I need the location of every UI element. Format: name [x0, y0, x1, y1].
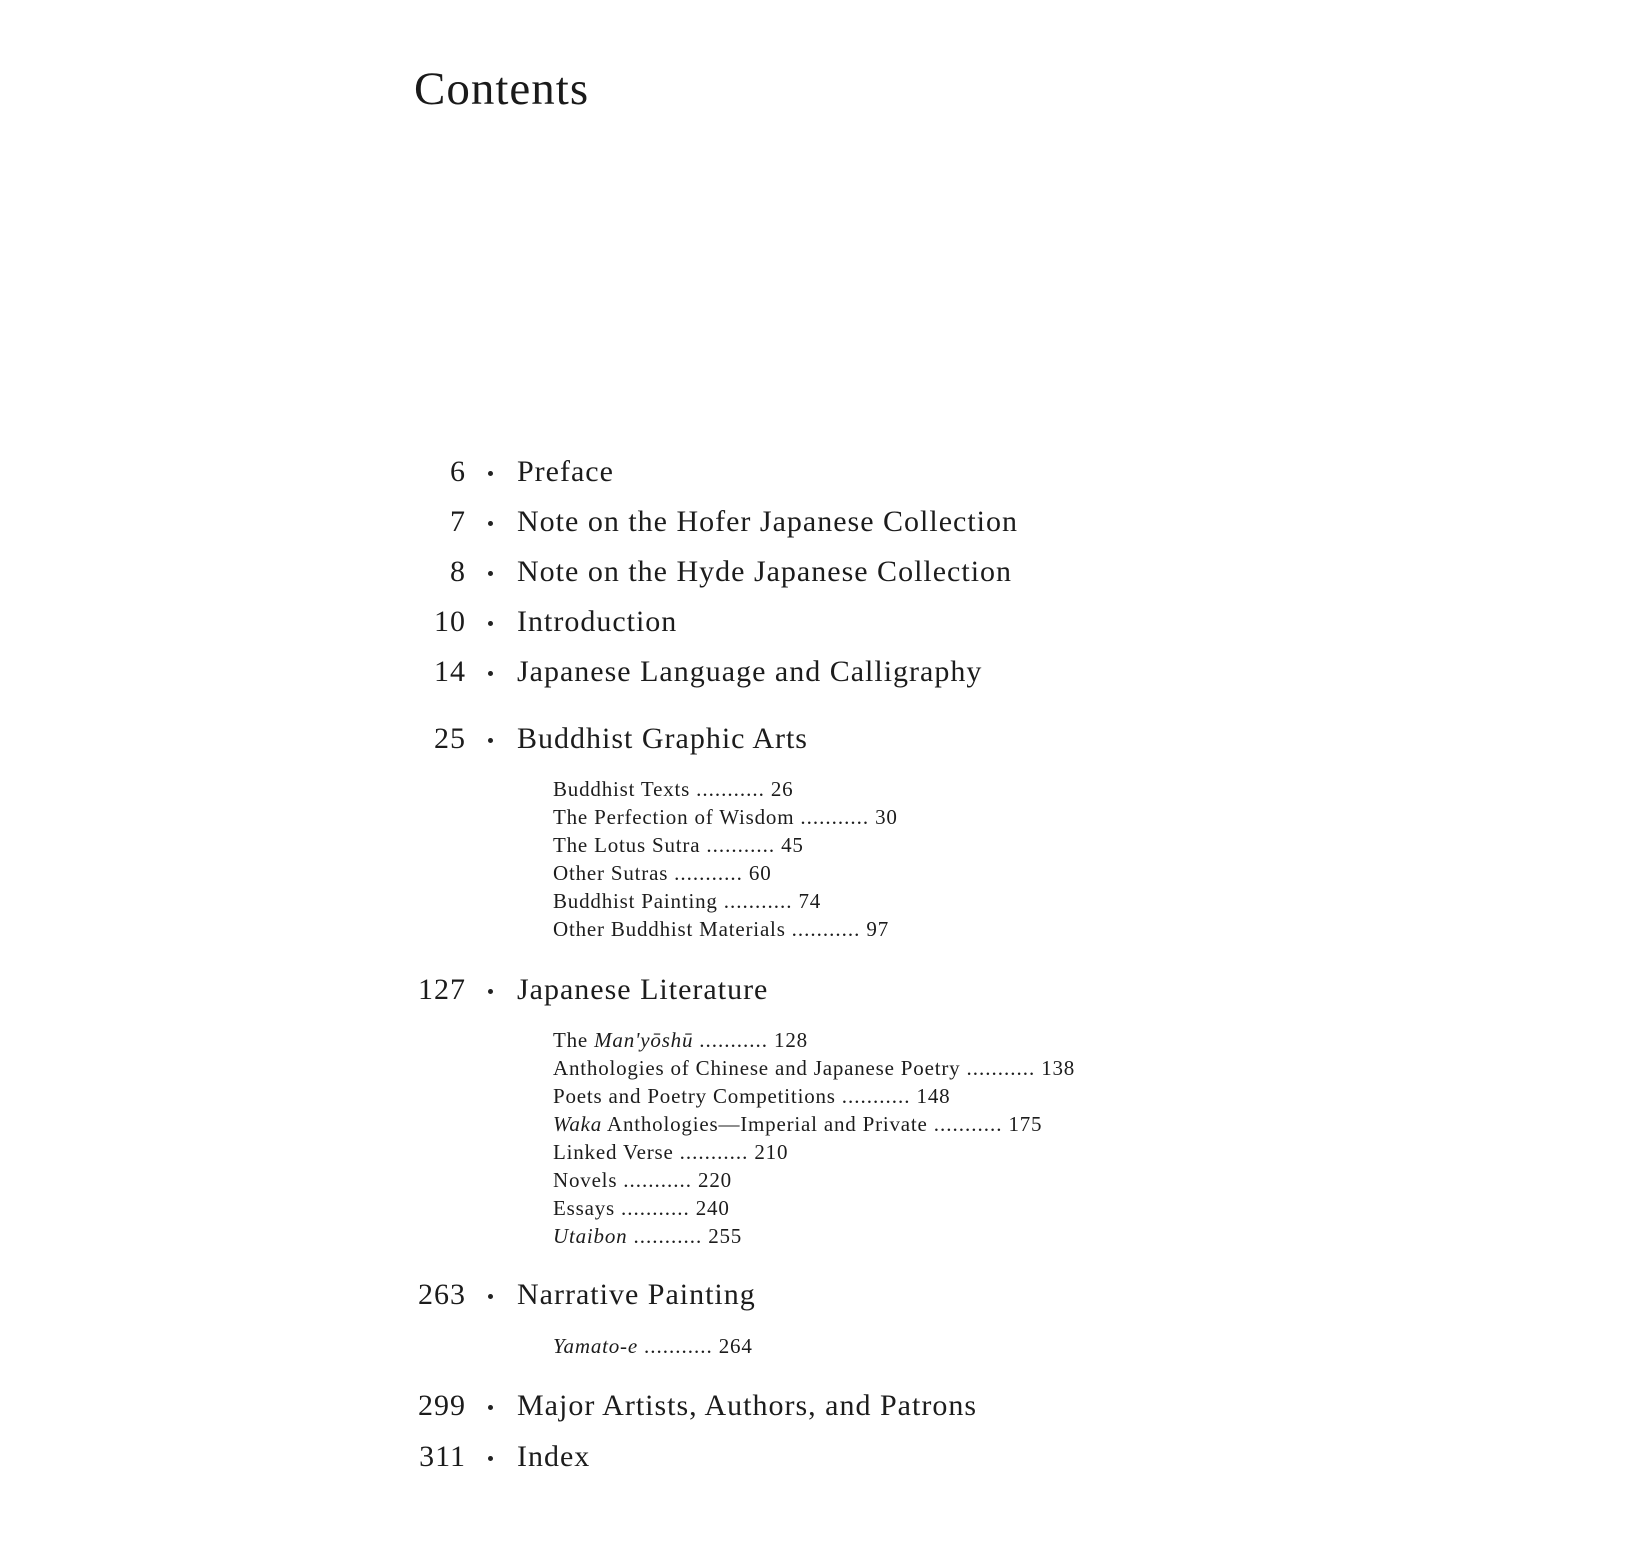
toc-page-number: 127 [418, 973, 466, 1006]
toc-page-number: 10 [434, 605, 466, 638]
narrative-subsection-list [553, 1332, 753, 1360]
bullet-dot-icon [488, 671, 493, 676]
subsection-item[interactable]: The Perfection of Wisdom ........... 30 [553, 805, 898, 829]
toc-entry-preface[interactable] [0, 455, 1644, 495]
toc-entry-narrative-painting[interactable] [0, 1278, 1644, 1318]
toc-entry-title: Index [517, 1440, 591, 1473]
buddhist-subsection-list [553, 775, 898, 943]
subsection-item[interactable]: Buddhist Texts ........... 26 [553, 777, 794, 801]
subsection-item[interactable]: Other Buddhist Materials ........... 97 [553, 917, 890, 941]
toc-entry-title: Note on the Hyde Japanese Collection [517, 555, 1013, 588]
toc-entry-index[interactable] [0, 1440, 1644, 1480]
toc-entry-language-calligraphy[interactable] [0, 655, 1644, 695]
literature-subsection-list [553, 1026, 1075, 1250]
bullet-dot-icon [488, 1456, 493, 1461]
toc-entry-introduction[interactable] [0, 605, 1644, 645]
toc-entry-title: Buddhist Graphic Arts [517, 722, 808, 755]
toc-page-number: 311 [419, 1440, 466, 1473]
page-title: Contents [414, 63, 590, 115]
subsection-item[interactable]: Waka Anthologies—Imperial and Private ........... 175 [553, 1112, 1043, 1136]
toc-entry-hofer-note[interactable] [0, 505, 1644, 545]
toc-page-number: 14 [434, 655, 466, 688]
toc-entry-title: Preface [517, 455, 614, 488]
bullet-dot-icon [488, 571, 493, 576]
subsection-item[interactable]: Anthologies of Chinese and Japanese Poetry ........... 138 [553, 1056, 1076, 1080]
toc-entry-title: Narrative Painting [517, 1278, 756, 1311]
subsection-item[interactable]: Essays ........... 240 [553, 1196, 730, 1220]
bullet-dot-icon [488, 1294, 493, 1299]
toc-page-number: 6 [450, 455, 466, 488]
toc-entry-hyde-note[interactable] [0, 555, 1644, 595]
toc-entry-title: Major Artists, Authors, and Patrons [517, 1389, 977, 1422]
subsection-item[interactable]: Yamato-e ........... 264 [553, 1334, 753, 1358]
toc-page-number: 25 [434, 722, 466, 755]
toc-entry-title: Introduction [517, 605, 678, 638]
subsection-item[interactable]: The Lotus Sutra ........... 45 [553, 833, 804, 857]
toc-entry-title: Japanese Literature [517, 973, 769, 1006]
bullet-dot-icon [488, 521, 493, 526]
bullet-dot-icon [488, 1405, 493, 1410]
toc-page-number: 299 [418, 1389, 466, 1422]
toc-page-number: 7 [450, 505, 466, 538]
subsection-item[interactable]: Buddhist Painting ........... 74 [553, 889, 822, 913]
bullet-dot-icon [488, 989, 493, 994]
subsection-item[interactable]: The Man'yōshū ........... 128 [553, 1028, 808, 1052]
toc-page-number: 8 [450, 555, 466, 588]
toc-page-number: 263 [418, 1278, 466, 1311]
subsection-item[interactable]: Linked Verse ........... 210 [553, 1140, 789, 1164]
subsection-item[interactable]: Poets and Poetry Competitions ........... 148 [553, 1084, 951, 1108]
bullet-dot-icon [488, 738, 493, 743]
toc-entry-major-artists[interactable] [0, 1389, 1644, 1429]
bullet-dot-icon [488, 471, 493, 476]
subsection-item[interactable]: Utaibon ........... 255 [553, 1224, 743, 1248]
toc-entry-title: Japanese Language and Calligraphy [517, 655, 983, 688]
toc-entry-japanese-literature[interactable] [0, 973, 1644, 1013]
bullet-dot-icon [488, 621, 493, 626]
subsection-item[interactable]: Other Sutras ........... 60 [553, 861, 772, 885]
subsection-item[interactable]: Novels ........... 220 [553, 1168, 732, 1192]
toc-entry-buddhist-graphic-arts[interactable] [0, 722, 1644, 762]
toc-entry-title: Note on the Hofer Japanese Collection [517, 505, 1019, 538]
